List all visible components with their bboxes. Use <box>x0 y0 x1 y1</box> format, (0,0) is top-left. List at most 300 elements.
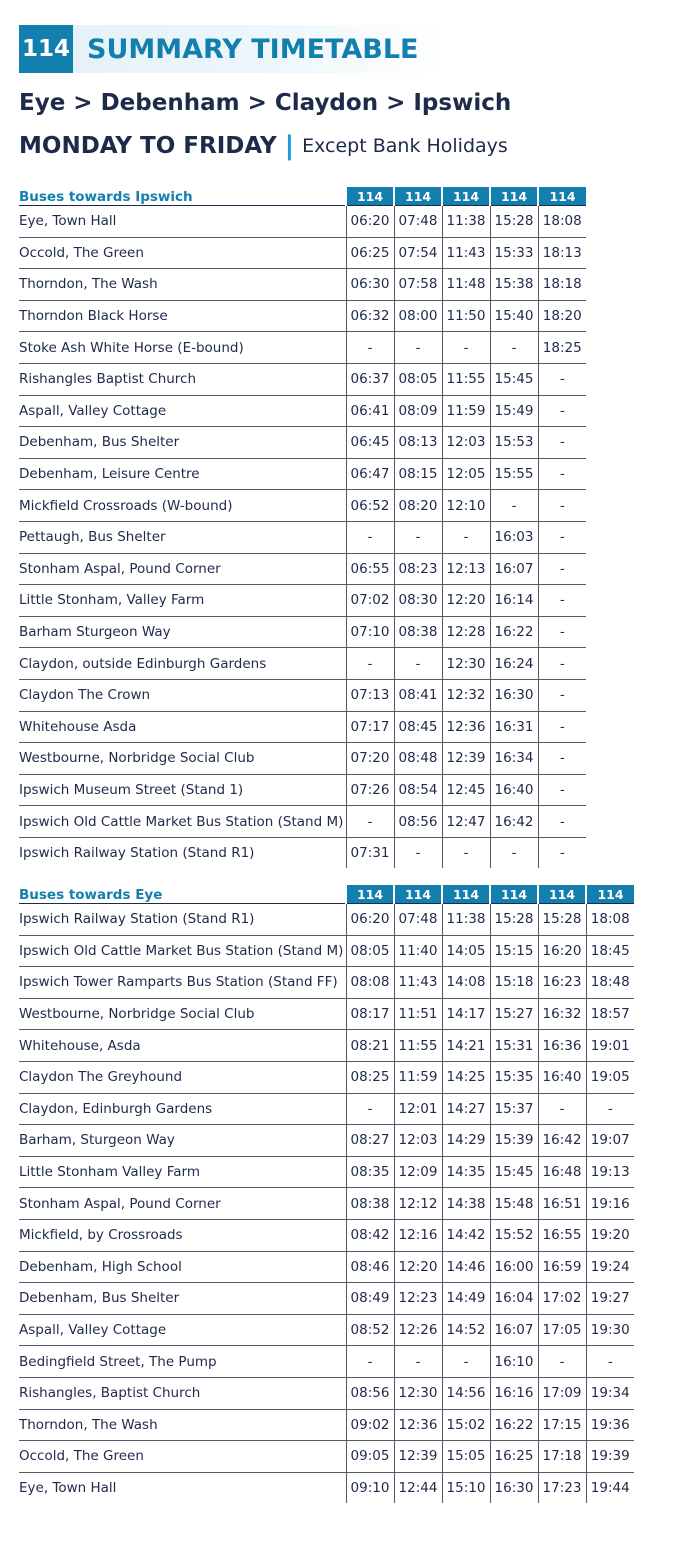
departure-time: 19:39 <box>586 1441 634 1473</box>
stop-name: Occold, The Green <box>19 237 346 269</box>
route-column-header: 114 <box>490 187 538 206</box>
days-label: MONDAY TO FRIDAY <box>19 133 277 159</box>
departure-time: 11:55 <box>394 1030 442 1062</box>
departure-time: - <box>394 837 442 868</box>
timetable-towards-ipswich <box>19 187 586 868</box>
departure-time: - <box>394 648 442 680</box>
departure-time: 08:49 <box>346 1283 394 1315</box>
departure-time: 15:18 <box>490 967 538 999</box>
departure-time: 08:17 <box>346 998 394 1030</box>
departure-time: 18:18 <box>538 269 586 301</box>
departure-time: - <box>538 1346 586 1378</box>
departure-time: 14:08 <box>442 967 490 999</box>
departure-time: 08:27 <box>346 1125 394 1157</box>
departure-time: - <box>346 1346 394 1378</box>
departure-time: - <box>538 743 586 775</box>
days-separator: | <box>284 131 295 161</box>
departure-time: 19:07 <box>586 1125 634 1157</box>
table-row <box>19 553 586 585</box>
departure-time: - <box>346 648 394 680</box>
departure-time: 08:20 <box>394 490 442 522</box>
departure-time: 07:58 <box>394 269 442 301</box>
departure-time: 11:59 <box>442 395 490 427</box>
departure-time: 08:00 <box>394 300 442 332</box>
departure-time: 06:30 <box>346 269 394 301</box>
departure-time: 08:25 <box>346 1061 394 1093</box>
departure-time: 11:59 <box>394 1061 442 1093</box>
departure-time: 19:05 <box>586 1061 634 1093</box>
departure-time: - <box>442 837 490 868</box>
route-column-header: 114 <box>442 885 490 904</box>
stop-name: Ipswich Railway Station (Stand R1) <box>19 845 255 862</box>
departure-time: 15:45 <box>490 1156 538 1188</box>
departure-time: - <box>538 521 586 553</box>
departure-time: 12:44 <box>394 1472 442 1503</box>
departure-time: 12:10 <box>442 490 490 522</box>
departure-time: 06:32 <box>346 300 394 332</box>
departure-time: 15:15 <box>490 935 538 967</box>
departure-time: - <box>346 332 394 364</box>
departure-time: 07:48 <box>394 904 442 936</box>
departure-time: 09:05 <box>346 1441 394 1473</box>
table-row <box>19 1346 634 1378</box>
departure-time: 12:05 <box>442 458 490 490</box>
departure-time: 08:13 <box>394 427 442 459</box>
table-row <box>19 1409 634 1441</box>
departure-time: - <box>586 1093 634 1125</box>
departure-time: 06:55 <box>346 553 394 585</box>
departure-time: 08:38 <box>394 616 442 648</box>
departure-time: 11:43 <box>394 967 442 999</box>
days-of-operation <box>19 131 508 161</box>
stop-name: Debenham, Bus Shelter <box>19 427 346 459</box>
departure-time: 16:30 <box>490 1472 538 1503</box>
departure-time: 08:23 <box>394 553 442 585</box>
departure-time: 17:23 <box>538 1472 586 1503</box>
departure-time: 15:10 <box>442 1472 490 1503</box>
departure-time: 16:22 <box>490 616 538 648</box>
stop-name: Claydon The Greyhound <box>19 1061 346 1093</box>
departure-time: 12:47 <box>442 806 490 838</box>
table-row <box>19 1472 634 1503</box>
departure-time: 19:36 <box>586 1409 634 1441</box>
stop-name: Stoke Ash White Horse (E-bound) <box>19 332 346 364</box>
departure-time: 12:45 <box>442 774 490 806</box>
timetable-body <box>19 904 634 1504</box>
departure-time: 15:45 <box>490 363 538 395</box>
departure-time: 17:15 <box>538 1409 586 1441</box>
departure-time: 19:27 <box>586 1283 634 1315</box>
departure-time: 06:37 <box>346 363 394 395</box>
stop-name: Little Stonham Valley Farm <box>19 1156 346 1188</box>
departure-time: 16:00 <box>490 1251 538 1283</box>
departure-time: - <box>538 585 586 617</box>
table-row <box>19 1125 634 1157</box>
table-row <box>19 711 586 743</box>
stop-name: Claydon The Crown <box>19 679 346 711</box>
departure-time: 12:16 <box>394 1219 442 1251</box>
table-row <box>19 616 586 648</box>
stop-name: Ipswich Old Cattle Market Bus Station (Stand M) <box>19 806 346 838</box>
departure-time: 19:30 <box>586 1314 634 1346</box>
table-row <box>19 837 586 868</box>
departure-time: 16:32 <box>538 998 586 1030</box>
departure-time: 08:09 <box>394 395 442 427</box>
departure-time: 08:08 <box>346 967 394 999</box>
stop-name: Westbourne, Norbridge Social Club <box>19 743 346 775</box>
departure-time: 19:13 <box>586 1156 634 1188</box>
departure-time: 11:50 <box>442 300 490 332</box>
stop-name: Ipswich Railway Station (Stand R1) <box>19 904 346 936</box>
stop-name: Occold, The Green <box>19 1441 346 1473</box>
departure-time: 11:48 <box>442 269 490 301</box>
departure-time: 16:40 <box>490 774 538 806</box>
table-row <box>19 332 586 364</box>
departure-time: 11:55 <box>442 363 490 395</box>
table-row <box>19 967 634 999</box>
departure-time: 08:30 <box>394 585 442 617</box>
departure-time: 17:02 <box>538 1283 586 1315</box>
departure-time: 07:02 <box>346 585 394 617</box>
departure-time: 12:36 <box>394 1409 442 1441</box>
departure-time: 12:28 <box>442 616 490 648</box>
table-row <box>19 1441 634 1473</box>
table-row <box>19 1251 634 1283</box>
stop-name: Claydon, outside Edinburgh Gardens <box>19 648 346 680</box>
departure-time: 06:47 <box>346 458 394 490</box>
departure-time: 12:39 <box>394 1441 442 1473</box>
departure-time: 15:38 <box>490 269 538 301</box>
stop-name: Mickfield Crossroads (W-bound) <box>19 490 346 522</box>
table-row <box>19 743 586 775</box>
table-row <box>19 1314 634 1346</box>
departure-time: 08:56 <box>394 806 442 838</box>
departure-time: 11:51 <box>394 998 442 1030</box>
departure-time: 16:40 <box>538 1061 586 1093</box>
stop-name: Rishangles, Baptist Church <box>19 1377 346 1409</box>
departure-time: 16:42 <box>490 806 538 838</box>
departure-time: 07:48 <box>394 206 442 238</box>
stop-name: Eye, Town Hall <box>19 1479 117 1496</box>
departure-time: 14:05 <box>442 935 490 967</box>
departure-time: 08:48 <box>394 743 442 775</box>
departure-time: 17:05 <box>538 1314 586 1346</box>
route-column-header: 114 <box>490 885 538 904</box>
departure-time: 12:12 <box>394 1188 442 1220</box>
departure-time: - <box>538 363 586 395</box>
departure-time: - <box>490 837 538 868</box>
stop-name: Whitehouse, Asda <box>19 1030 346 1062</box>
departure-time: 08:56 <box>346 1377 394 1409</box>
departure-time: - <box>394 1346 442 1378</box>
stop-name: Little Stonham, Valley Farm <box>19 585 346 617</box>
departure-time: 07:17 <box>346 711 394 743</box>
departure-time: 16:25 <box>490 1441 538 1473</box>
departure-time: 12:20 <box>394 1251 442 1283</box>
stop-name: Barham, Sturgeon Way <box>19 1125 346 1157</box>
departure-time: 15:28 <box>490 904 538 936</box>
departure-time: 14:17 <box>442 998 490 1030</box>
stop-name: Ipswich Museum Street (Stand 1) <box>19 774 346 806</box>
departure-time: 16:14 <box>490 585 538 617</box>
table-row <box>19 427 586 459</box>
table-row <box>19 1283 634 1315</box>
departure-time: - <box>538 806 586 838</box>
departure-time: 09:10 <box>346 1472 394 1503</box>
departure-time: 12:26 <box>394 1314 442 1346</box>
departure-time: 16:51 <box>538 1188 586 1220</box>
table-header-row <box>19 885 634 904</box>
table-row <box>19 458 586 490</box>
departure-time: 18:08 <box>538 206 586 238</box>
route-column-header: 114 <box>586 885 634 904</box>
departure-time: 08:42 <box>346 1219 394 1251</box>
departure-time: 16:22 <box>490 1409 538 1441</box>
departure-time: 16:20 <box>538 935 586 967</box>
timetable-towards-eye <box>19 885 634 1503</box>
table-row <box>19 1188 634 1220</box>
departure-time: 07:10 <box>346 616 394 648</box>
table-row <box>19 521 586 553</box>
departure-time: 08:15 <box>394 458 442 490</box>
departure-time: 14:42 <box>442 1219 490 1251</box>
departure-time: 08:52 <box>346 1314 394 1346</box>
stop-name: Aspall, Valley Cottage <box>19 395 346 427</box>
departure-time: 14:46 <box>442 1251 490 1283</box>
departure-time: 15:55 <box>490 458 538 490</box>
departure-time: 11:38 <box>442 904 490 936</box>
departure-time: 15:33 <box>490 237 538 269</box>
departure-time: 08:21 <box>346 1030 394 1062</box>
table-row <box>19 904 634 936</box>
stop-name: Thorndon, The Wash <box>19 269 346 301</box>
departure-time: - <box>490 332 538 364</box>
departure-time: - <box>538 395 586 427</box>
table-row <box>19 806 586 838</box>
departure-time: 14:21 <box>442 1030 490 1062</box>
route-column-header: 114 <box>442 187 490 206</box>
departure-time: 12:03 <box>394 1125 442 1157</box>
departure-time: 19:24 <box>586 1251 634 1283</box>
departure-time: 16:48 <box>538 1156 586 1188</box>
page-title: SUMMARY TIMETABLE <box>87 34 419 65</box>
departure-time: 18:25 <box>538 332 586 364</box>
departure-time: - <box>538 774 586 806</box>
table-row <box>19 300 586 332</box>
stop-name: Whitehouse Asda <box>19 711 346 743</box>
departure-time: 15:35 <box>490 1061 538 1093</box>
departure-time: 15:49 <box>490 395 538 427</box>
departure-time: 14:35 <box>442 1156 490 1188</box>
departure-time: - <box>538 616 586 648</box>
table-row <box>19 998 634 1030</box>
departure-time: - <box>538 490 586 522</box>
departure-time: 06:20 <box>346 206 394 238</box>
departure-time: 16:03 <box>490 521 538 553</box>
departure-time: 16:34 <box>490 743 538 775</box>
stop-name: Ipswich Tower Ramparts Bus Station (Stand FF) <box>19 967 346 999</box>
timetable-body <box>19 206 586 869</box>
route-column-header: 114 <box>394 885 442 904</box>
route-description: Eye > Debenham > Claydon > Ipswich <box>19 90 512 116</box>
departure-time: 17:18 <box>538 1441 586 1473</box>
departure-time: 08:05 <box>346 935 394 967</box>
departure-time: 16:07 <box>490 553 538 585</box>
departure-time: 16:16 <box>490 1377 538 1409</box>
departure-time: 16:04 <box>490 1283 538 1315</box>
stop-name: Debenham, Leisure Centre <box>19 458 346 490</box>
route-column-header: 114 <box>538 885 586 904</box>
stop-name: Mickfield, by Crossroads <box>19 1219 346 1251</box>
departure-time: - <box>538 1093 586 1125</box>
departure-time: - <box>538 679 586 711</box>
stop-name: Westbourne, Norbridge Social Club <box>19 998 346 1030</box>
departure-time: 16:31 <box>490 711 538 743</box>
table-row <box>19 1030 634 1062</box>
table-row <box>19 1156 634 1188</box>
stop-name: Pettaugh, Bus Shelter <box>19 521 346 553</box>
departure-time: 15:02 <box>442 1409 490 1441</box>
departure-time: 06:45 <box>346 427 394 459</box>
departure-time: 12:39 <box>442 743 490 775</box>
departure-time: 06:25 <box>346 237 394 269</box>
stop-name: Stonham Aspal, Pound Corner <box>19 1188 346 1220</box>
departure-time: - <box>538 458 586 490</box>
stop-name: Bedingfield Street, The Pump <box>19 1346 346 1378</box>
stop-name: Rishangles Baptist Church <box>19 363 346 395</box>
departure-time: 08:05 <box>394 363 442 395</box>
table-row <box>19 774 586 806</box>
departure-time: 16:24 <box>490 648 538 680</box>
departure-time: 08:38 <box>346 1188 394 1220</box>
stop-name: Thorndon, The Wash <box>19 1409 346 1441</box>
departure-time: - <box>346 521 394 553</box>
departure-time: 14:49 <box>442 1283 490 1315</box>
departure-time: 06:20 <box>346 904 394 936</box>
stop-name: Barham Sturgeon Way <box>19 616 346 648</box>
stop-name: Ipswich Old Cattle Market Bus Station (Stand M) <box>19 935 346 967</box>
table-row <box>19 490 586 522</box>
departure-time: 14:56 <box>442 1377 490 1409</box>
departure-time: - <box>538 553 586 585</box>
departure-time: - <box>346 1093 394 1125</box>
departure-time: 18:48 <box>586 967 634 999</box>
direction-heading: Buses towards Eye <box>19 885 346 904</box>
departure-time: 12:03 <box>442 427 490 459</box>
departure-time: 16:59 <box>538 1251 586 1283</box>
departure-time: 17:09 <box>538 1377 586 1409</box>
departure-time: - <box>442 332 490 364</box>
departure-time: 18:08 <box>586 904 634 936</box>
departure-time: 15:31 <box>490 1030 538 1062</box>
departure-time: 16:36 <box>538 1030 586 1062</box>
table-row <box>19 679 586 711</box>
departure-time: 16:30 <box>490 679 538 711</box>
departure-time: - <box>394 521 442 553</box>
departure-time: 12:20 <box>442 585 490 617</box>
route-column-header: 114 <box>346 187 394 206</box>
table-row <box>19 1093 634 1125</box>
departure-time: 15:48 <box>490 1188 538 1220</box>
stop-name: Thorndon Black Horse <box>19 300 346 332</box>
route-column-header: 114 <box>394 187 442 206</box>
departure-time: 19:16 <box>586 1188 634 1220</box>
days-note: Except Bank Holidays <box>302 135 508 157</box>
departure-time: 08:35 <box>346 1156 394 1188</box>
departure-time: 14:27 <box>442 1093 490 1125</box>
departure-time: 18:45 <box>586 935 634 967</box>
departure-time: - <box>442 1346 490 1378</box>
departure-time: 06:52 <box>346 490 394 522</box>
departure-time: 08:54 <box>394 774 442 806</box>
departure-time: 15:39 <box>490 1125 538 1157</box>
table-row <box>19 395 586 427</box>
table-row <box>19 237 586 269</box>
direction-heading: Buses towards Ipswich <box>19 187 346 206</box>
route-column-header: 114 <box>346 885 394 904</box>
departure-time: 15:52 <box>490 1219 538 1251</box>
departure-time: 11:43 <box>442 237 490 269</box>
departure-time: 15:37 <box>490 1093 538 1125</box>
departure-time: 07:13 <box>346 679 394 711</box>
departure-time: 08:45 <box>394 711 442 743</box>
departure-time: 19:44 <box>586 1472 634 1503</box>
departure-time: - <box>538 711 586 743</box>
route-number-badge: 114 <box>19 25 73 73</box>
departure-time: - <box>538 648 586 680</box>
table-row <box>19 1061 634 1093</box>
departure-time: 15:28 <box>538 904 586 936</box>
departure-time: 12:30 <box>394 1377 442 1409</box>
departure-time: 12:36 <box>442 711 490 743</box>
departure-time: 14:29 <box>442 1125 490 1157</box>
stop-name: Eye, Town Hall <box>19 206 346 238</box>
departure-time: 15:28 <box>490 206 538 238</box>
route-column-header: 114 <box>538 187 586 206</box>
departure-time: 08:46 <box>346 1251 394 1283</box>
departure-time: 07:20 <box>346 743 394 775</box>
table-row <box>19 648 586 680</box>
departure-time: 12:30 <box>442 648 490 680</box>
departure-time: 11:38 <box>442 206 490 238</box>
departure-time: 14:52 <box>442 1314 490 1346</box>
table-row <box>19 1219 634 1251</box>
departure-time: - <box>586 1346 634 1378</box>
departure-time: 12:09 <box>394 1156 442 1188</box>
departure-time: 19:01 <box>586 1030 634 1062</box>
departure-time: 07:26 <box>346 774 394 806</box>
departure-time: 16:55 <box>538 1219 586 1251</box>
stop-name: Debenham, High School <box>19 1251 346 1283</box>
table-row <box>19 363 586 395</box>
departure-time: - <box>442 521 490 553</box>
departure-time: 11:40 <box>394 935 442 967</box>
departure-time: - <box>538 837 586 868</box>
departure-time: 07:54 <box>394 237 442 269</box>
departure-time: 12:13 <box>442 553 490 585</box>
departure-time: 16:42 <box>538 1125 586 1157</box>
departure-time: 15:53 <box>490 427 538 459</box>
departure-time: 06:41 <box>346 395 394 427</box>
departure-time: 15:40 <box>490 300 538 332</box>
stop-name: Stonham Aspal, Pound Corner <box>19 553 346 585</box>
departure-time: 16:23 <box>538 967 586 999</box>
departure-time: 18:20 <box>538 300 586 332</box>
departure-time: - <box>394 332 442 364</box>
departure-time: 18:13 <box>538 237 586 269</box>
table-header-row <box>19 187 586 206</box>
stop-name: Claydon, Edinburgh Gardens <box>19 1093 346 1125</box>
